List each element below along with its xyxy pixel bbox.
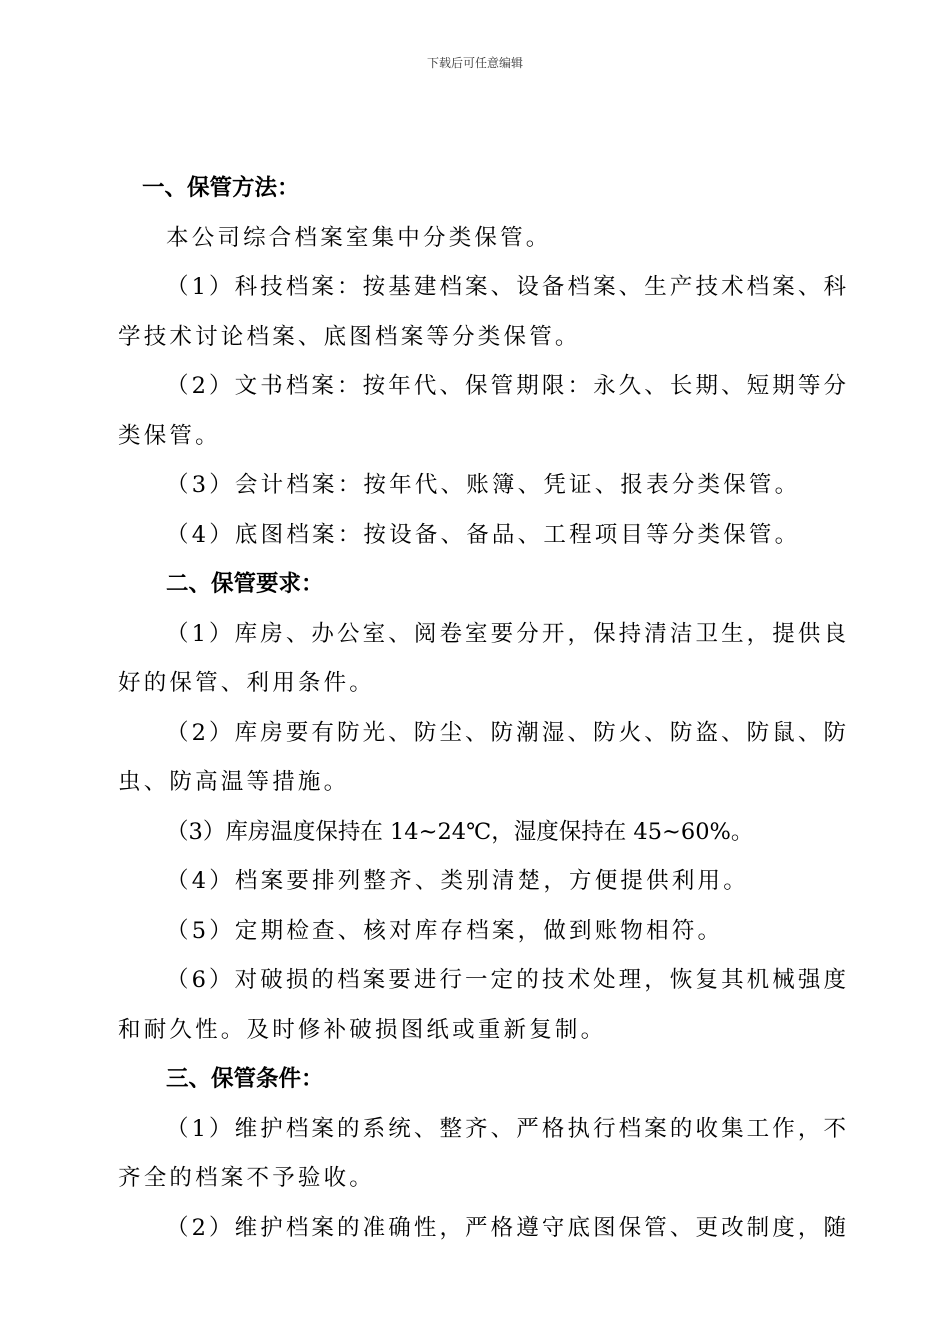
- section-heading-2: 二、保管要求：: [166, 571, 324, 597]
- document-body: [118, 164, 846, 1253]
- paragraph-requirement-1-line-2: 好的保管、利用条件。: [118, 670, 376, 696]
- paragraph-requirement-6-line-1: （6）对破损的档案要进行一定的技术处理，恢复其机械强度: [166, 967, 846, 993]
- paragraph-document-archives-line-2: 类保管。: [118, 422, 221, 449]
- paragraph-requirement-2-line-1: （2）库房要有防光、防尘、防潮湿、防火、防盗、防鼠、防: [166, 719, 846, 746]
- paragraph-requirement-3: （3）库房温度保持在 14~24℃，湿度保持在 45~60%。: [166, 818, 754, 845]
- paragraph-condition-1-line-2: 齐全的档案不予验收。: [118, 1165, 376, 1191]
- paragraph-requirement-4: （4）档案要排列整齐、类别清楚，方便提供利用。: [166, 868, 749, 894]
- header-note: 下载后可任意编辑: [426, 56, 523, 70]
- paragraph-requirement-2-line-2: 虫、防高温等措施。: [118, 769, 350, 795]
- paragraph-requirement-1-line-1: （1）库房、办公室、阅卷室要分开，保持清洁卫生，提供良: [166, 620, 846, 647]
- paragraph-condition-1-line-1: （1）维护档案的系统、整齐、严格执行档案的收集工作，不: [166, 1115, 846, 1142]
- section-heading-3: 三、保管条件：: [166, 1066, 324, 1092]
- paragraph-requirement-6-line-2: 和耐久性。及时修补破损图纸或重新复制。: [118, 1016, 607, 1043]
- paragraph-tech-archives-line-2: 学技术讨论档案、底图档案等分类保管。: [118, 323, 581, 350]
- paragraph-drawing-archives: （4）底图档案：按设备、备品、工程项目等分类保管。: [166, 521, 801, 548]
- paragraph-document-archives-line-1: （2）文书档案：按年代、保管期限：永久、长期、短期等分: [166, 373, 846, 399]
- paragraph-condition-2-line-1: （2）维护档案的准确性，严格遵守底图保管、更改制度，随: [166, 1214, 846, 1241]
- paragraph-tech-archives-line-1: （1）科技档案：按基建档案、设备档案、生产技术档案、科: [166, 274, 846, 300]
- paragraph-accounting-archives: （3）会计档案：按年代、账簿、凭证、报表分类保管。: [166, 472, 801, 498]
- section-heading-1: 一、保管方法：: [142, 175, 300, 201]
- paragraph-intro: 本公司综合档案室集中分类保管。: [166, 224, 552, 251]
- paragraph-requirement-5: （5）定期检查、核对库存档案，做到账物相符。: [166, 917, 724, 944]
